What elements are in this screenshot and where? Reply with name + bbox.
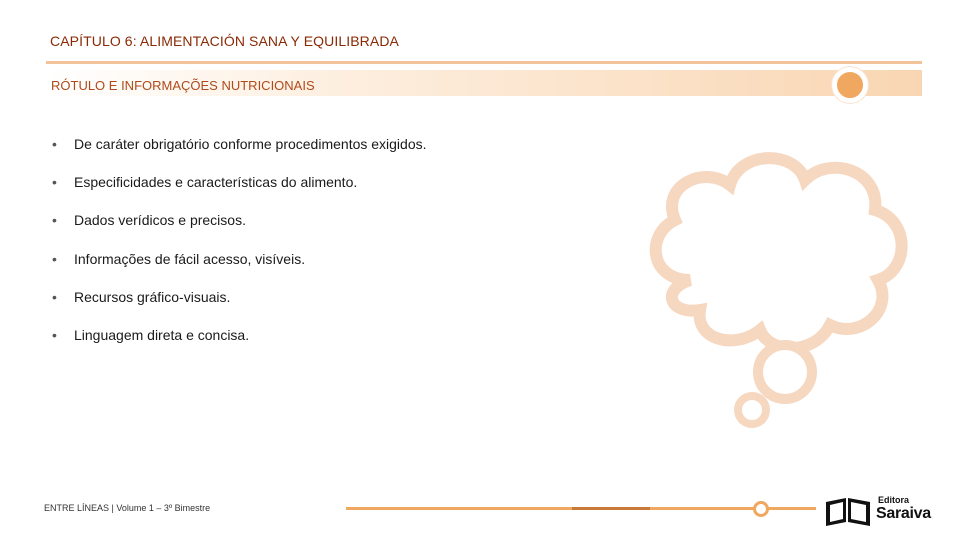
top-rule <box>46 61 922 64</box>
list-item <box>52 251 427 289</box>
bullet-text: Dados verídicos e precisos. <box>74 212 246 229</box>
list-item <box>52 174 427 212</box>
bullet-dot: • <box>52 288 57 305</box>
list-item <box>52 212 427 250</box>
open-book-icon <box>824 496 872 526</box>
list-item <box>52 327 427 365</box>
chapter-title: CAPÍTULO 6: ALIMENTACIÓN SANA Y EQUILIBRADA <box>50 33 399 49</box>
list-item <box>52 289 427 327</box>
bullet-text: Especificidades e características do alimento. <box>74 174 358 191</box>
bullet-dot: • <box>52 250 57 267</box>
footer-ring <box>753 501 769 517</box>
footer-text: ENTRE LÍNEAS | Volume 1 – 3º Bimestre <box>44 503 211 513</box>
section-dot <box>832 67 868 103</box>
footer-line-accent <box>572 507 650 510</box>
bullet-text: Informações de fácil acesso, visíveis. <box>74 250 306 267</box>
bullet-dot: • <box>52 174 57 191</box>
section-title: RÓTULO E INFORMAÇÕES NUTRICIONAIS <box>51 78 315 93</box>
bullet-text: De caráter obrigatório conforme procedimentos exigidos. <box>74 136 427 152</box>
bullet-list <box>52 136 427 365</box>
bullet-dot: • <box>52 212 57 229</box>
publisher-logo <box>824 494 944 526</box>
bullet-dot: • <box>52 136 57 152</box>
list-item <box>52 136 427 174</box>
section-band <box>46 70 922 96</box>
bullet-dot: • <box>52 326 57 343</box>
logo-big-text: Saraiva <box>876 505 931 522</box>
bullet-text: Recursos gráfico-visuais. <box>74 288 231 305</box>
thought-bubble-icon <box>620 140 920 440</box>
logo-small-text: Editora <box>878 495 910 505</box>
bullet-text: Linguagem direta e concisa. <box>74 326 250 343</box>
